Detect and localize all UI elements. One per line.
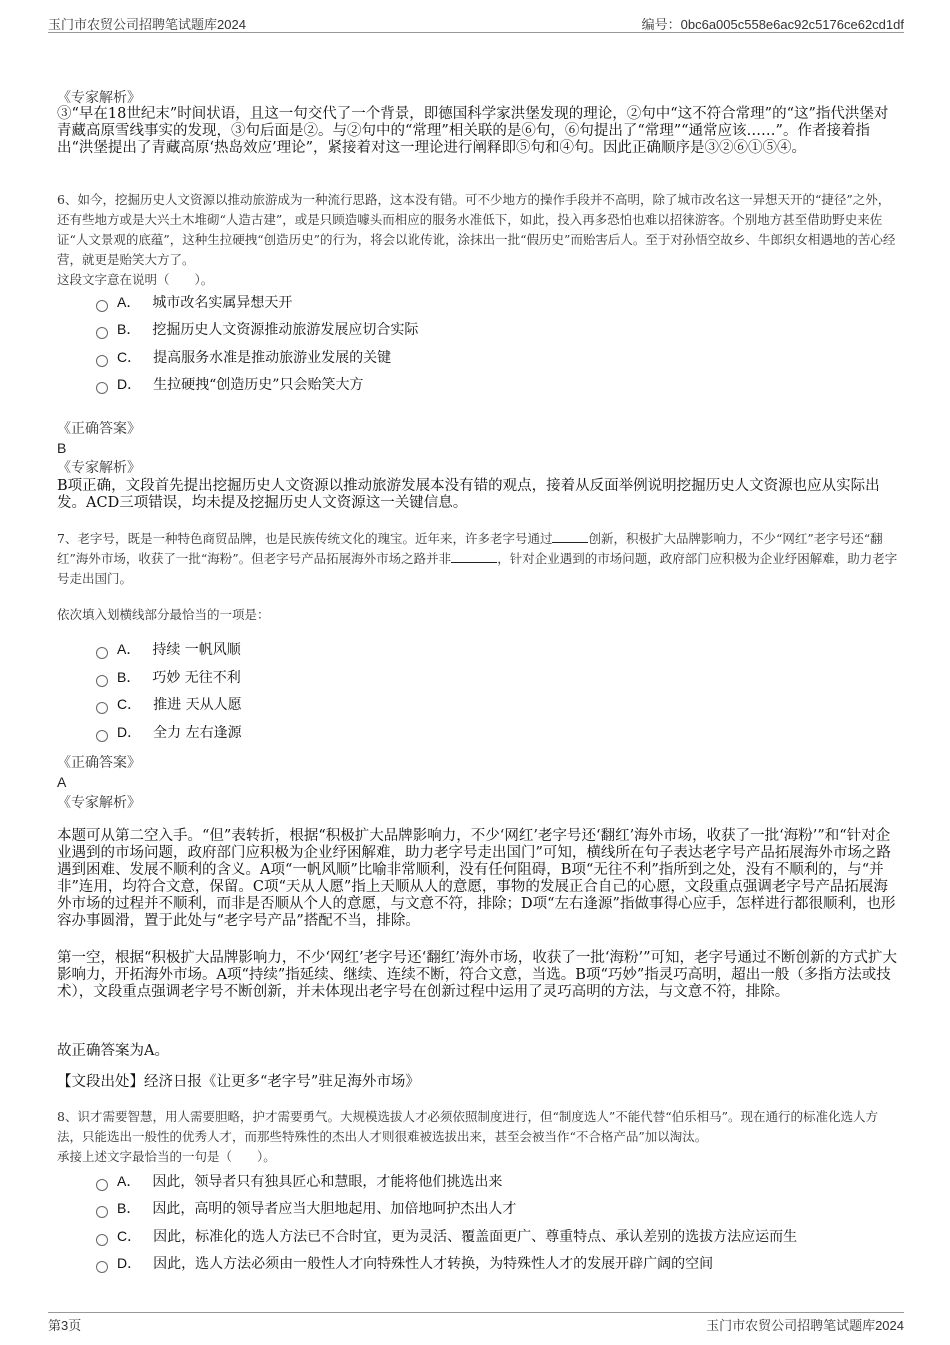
q6-option-a[interactable]: A． 城市改名实属异想天开 xyxy=(96,292,292,313)
q6-option-c[interactable]: C． 提高服务水准是推动旅游业发展的关键 xyxy=(96,347,391,368)
radio-icon[interactable] xyxy=(96,355,108,367)
q8-question: 承接上述文字最恰当的一句是（ ）。 xyxy=(57,1149,276,1164)
q7-option-d[interactable]: D． 全力 左右逢源 xyxy=(96,722,242,743)
q7-analysis-p3: 故正确答案为A。 xyxy=(57,1043,169,1059)
radio-icon[interactable] xyxy=(96,1206,108,1218)
radio-icon[interactable] xyxy=(96,730,108,742)
q5-analysis: ③“早在18世纪末”时间状语，且这一句交代了一个背景，即德国科学家洪堡发现的理论，②句中“这不符合常理”的“这”指代洪堡对青藏高原雪线事实的发现，③句后面是②。与②句中的“常理”相关联的是⑥句，⑥句提出了“常理”“通常应该……”。作者接着指出“洪堡提出了青藏高原‘热岛效应’理论”，紧接着对这一理论进行阐释即⑤句和④句。因此正确顺序是③②⑥①⑤④。 xyxy=(57,106,889,156)
q8-option-a[interactable]: A． 因此，领导者只有独具匠心和慧眼，才能将他们挑选出来 xyxy=(96,1171,502,1192)
radio-icon[interactable] xyxy=(96,1179,108,1191)
q7-option-c[interactable]: C． 推进 天从人愿 xyxy=(96,694,242,715)
radio-icon[interactable] xyxy=(96,675,108,687)
q6-option-d[interactable]: D． 生拉硬拽“创造历史”只会贻笑大方 xyxy=(96,374,363,395)
q8-option-b[interactable]: B． 因此，高明的领导者应当大胆地起用、加倍地呵护杰出人才 xyxy=(96,1198,516,1219)
radio-icon[interactable] xyxy=(96,647,108,659)
q7-answer-label: 《正确答案》 xyxy=(57,755,141,771)
header-code: 编号：0bc6a005c558e6ac92c5176ce62cd1df xyxy=(641,17,904,32)
q6-analysis-label: 《专家解析》 xyxy=(57,460,141,476)
radio-icon[interactable] xyxy=(96,1261,108,1273)
q8-option-d[interactable]: D． 因此，选人方法必须由一般性人才向特殊性人才转换，为特殊性人才的发展开辟广阔的空间 xyxy=(96,1253,713,1274)
q7-option-b[interactable]: B． 巧妙 无往不利 xyxy=(96,667,241,688)
header-title: 玉门市农贸公司招聘笔试题库2024 xyxy=(48,17,246,32)
radio-icon[interactable] xyxy=(96,327,108,339)
q6-answer: B xyxy=(57,440,67,456)
radio-icon[interactable] xyxy=(96,300,108,312)
radio-icon[interactable] xyxy=(96,1234,108,1246)
footer-page-number: 第3页 xyxy=(48,1318,82,1333)
q6-option-b[interactable]: B． 挖掘历史人文资源推动旅游发展应切合实际 xyxy=(96,319,418,340)
q6-analysis: B项正确，文段首先提出挖掘历史人文资源以推动旅游发展本没有错的观点，接着从反面举例说明挖掘历史人文资源也应从实际出发。ACD三项错误，均未提及挖掘历史人文资源这一关键信息。 xyxy=(57,478,880,511)
q7-stem: 7、老字号，既是一种特色商贸品牌，也是民族传统文化的瑰宝。近年来，许多老字号通过 创新，积极扩大品牌影响力，不少“网红”老字号还“翻红”海外市场，收获了一批“海粉”。但老字号产品拓展海外市场之路并非 ，针对企业遇到的市场问题，政府部门应积极为企业纾困解难，助力老字号走出国门。 xyxy=(57,531,898,586)
q7-analysis-p2: 第一空，根据“积极扩大品牌影响力，不少‘网红’老字号还‘翻红’海外市场，收获了一批‘海粉’”可知，老字号通过不断创新的方式扩大影响力，开拓海外市场。A项“持续”指延续、继续、连续不断，符合文意，当选。B项“巧妙”指灵巧高明，超出一般（多指方法或技术），文段重点强调老字号不断创新，并未体现出老字号在创新过程中运用了灵巧高明的方法，与文意不符，排除。 xyxy=(57,950,897,1000)
q7-answer: A xyxy=(57,774,67,790)
q6-stem: 6、如今，挖掘历史人文资源以推动旅游成为一种流行思路，这本没有错。可不少地方的操作手段并不高明，除了城市改名这一异想天开的“捷径”之外，还有些地方或是大兴土木堆砌“人造古建”，或是只顾造噱头而相应的服务水准低下，如此，投入再多恐怕也难以招徕游客。个别地方甚至借助野史来佐证“人文景观的底蕴”，这种生拉硬拽“创造历史”的行为，将会以讹传讹，涂抹出一批“假历史”而贻害后人。至于对孙悟空故乡、牛郎织女相遇地的苦心经营，就更是贻笑大方了。 xyxy=(57,192,896,267)
footer-title: 玉门市农贸公司招聘笔试题库2024 xyxy=(706,1318,904,1333)
q7-analysis-label: 《专家解析》 xyxy=(57,795,141,811)
blank-line-1 xyxy=(552,530,588,543)
q6-answer-label: 《正确答案》 xyxy=(57,421,141,437)
page-footer xyxy=(48,1312,904,1335)
q7-analysis-p1: 本题可从第二空入手。“但”表转折，根据“积极扩大品牌影响力，不少‘网红’老字号还‘翻红’海外市场，收获了一批‘海粉’”和“针对企业遇到的市场问题，政府部门应积极为企业纾困解难，助力老字号走出国门”可知，横线所在句子表达老字号产品拓展海外市场之路遇到困难、发展不顺利的含义。A项“一帆风顺”比喻非常顺利，没有任何阻碍，B项“无往不利”指所到之处，没有不顺利的，与“并非”连用，均符合文意，保留。C项“天从人愿”指上天顺从人的意愿，事物的发展正合自己的心愿，文段重点强调老字号产品拓展海外市场的过程并不顺利，而非是否顺从个人的意愿，与文意不符，排除；D项“左右逢源”指做事得心应手，怎样进行都很顺利，也形容办事圆滑，置于此处与“老字号产品”搭配不当，排除。 xyxy=(57,828,896,929)
q8-option-c[interactable]: C． 因此，标准化的选人方法已不合时宜，更为灵活、覆盖面更广、尊重特点、承认差别的选拔方法应运而生 xyxy=(96,1226,797,1247)
q7-source: 【文段出处】经济日报《让更多“老字号”驻足海外市场》 xyxy=(57,1074,420,1090)
radio-icon[interactable] xyxy=(96,382,108,394)
q8-stem: 8、识才需要智慧，用人需要胆略，护才需要勇气。大规模选拔人才必须依照制度进行，但“制度选人”不能代替“伯乐相马”。现在通行的标准化选人方法，只能选出一般性的优秀人才，而那些特殊性的杰出人才则很难被选拔出来，甚至会被当作“不合格产品”加以淘汰。 xyxy=(57,1109,879,1144)
page-header xyxy=(48,14,904,33)
q7-question: 依次填入划横线部分最恰当的一项是： xyxy=(57,607,270,622)
q5-analysis-label: 《专家解析》 xyxy=(57,90,141,106)
radio-icon[interactable] xyxy=(96,702,108,714)
q6-question: 这段文字意在说明（ ）。 xyxy=(57,272,214,287)
blank-line-2 xyxy=(451,550,497,563)
q7-option-a[interactable]: A． 持续 一帆风顺 xyxy=(96,639,241,660)
